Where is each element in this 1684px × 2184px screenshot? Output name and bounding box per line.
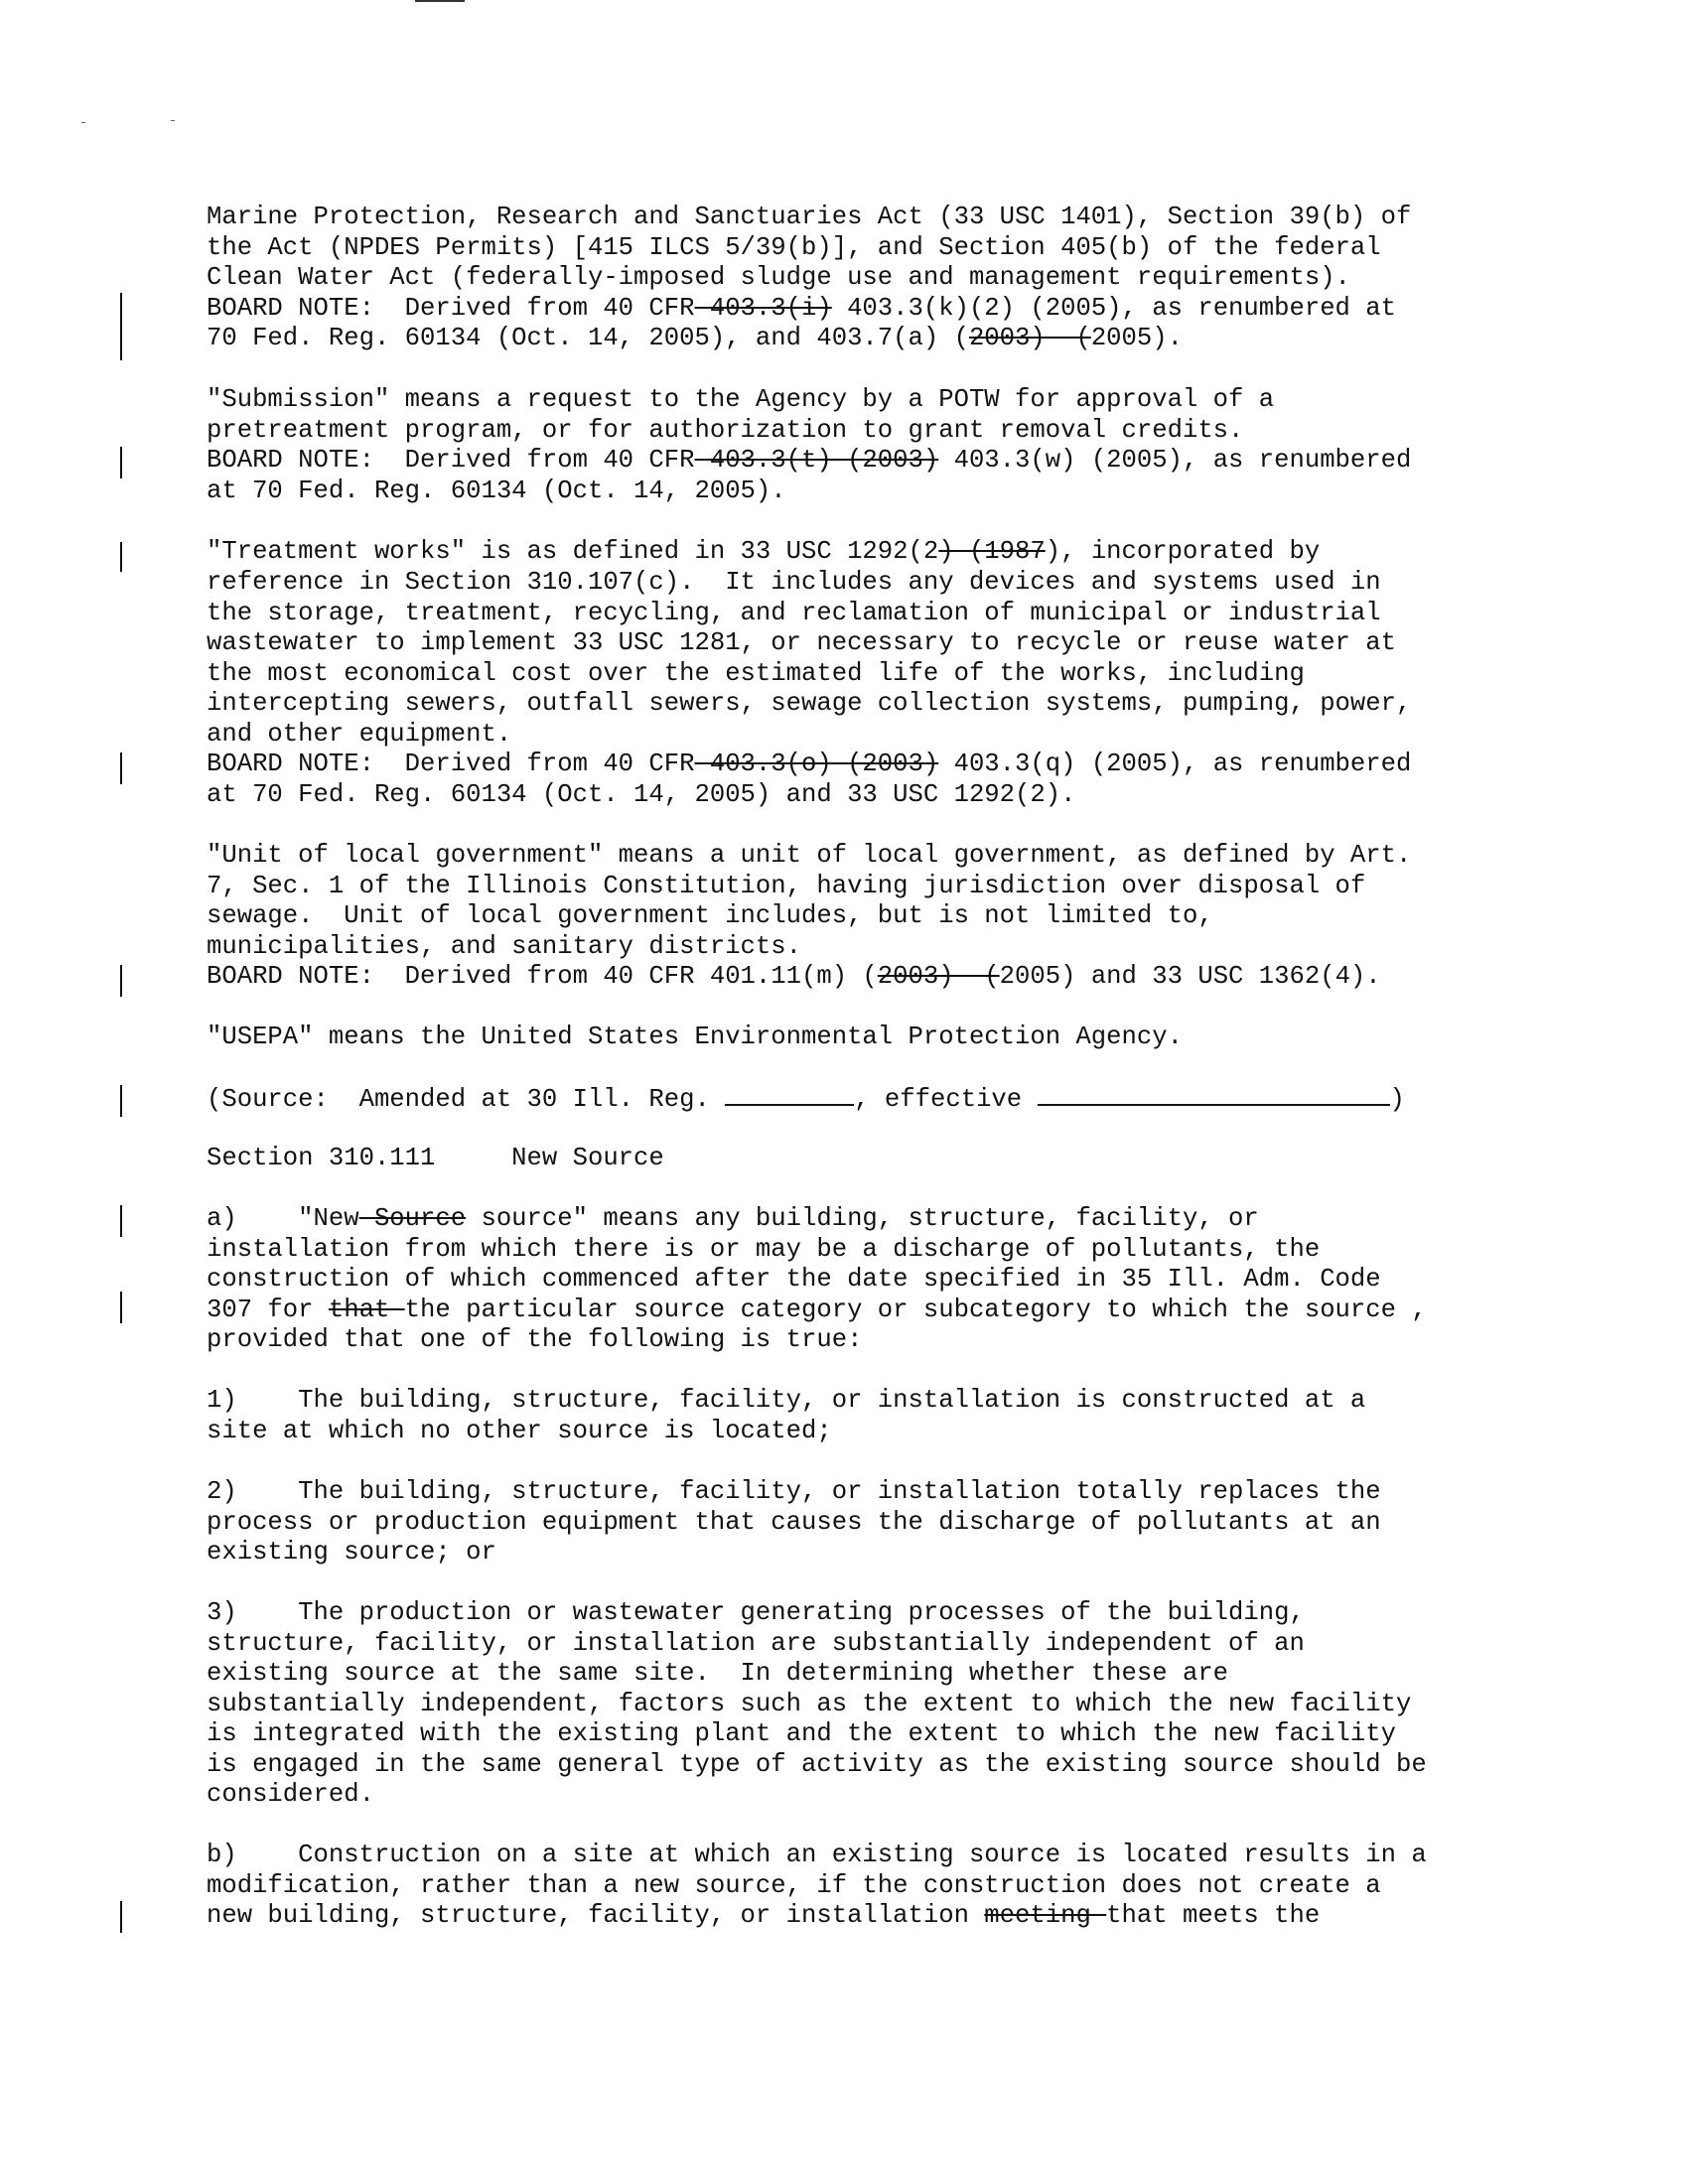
revision-bar [120, 542, 122, 572]
list-item: process or production equipment that causes the discharge of pollutants at an [207, 1508, 1381, 1537]
revision-bar [120, 447, 122, 478]
text-line: and other equipment. [207, 720, 512, 749]
deleted-text: that [328, 1296, 405, 1324]
text-line: construction of which commenced after the date specified in 35 Ill. Adm. Code [207, 1265, 1381, 1294]
list-item: 1) The building, structure, facility, or installation is constructed at a [207, 1386, 1366, 1415]
text-line: a) "New Source source" means any building, structure, facility, or [207, 1204, 1259, 1233]
text-line: Clean Water Act (federally-imposed sludge use and management requirements). [207, 263, 1350, 292]
text-line: the storage, treatment, recycling, and reclamation of municipal or industrial [207, 599, 1381, 627]
list-item: structure, facility, or installation are substantially independent of an [207, 1629, 1305, 1658]
revision-bar [120, 1085, 122, 1117]
section-heading: Section 310.111 New Source [207, 1144, 664, 1172]
deleted-text: 403.3(o) (2003) [694, 750, 939, 778]
text-line: reference in Section 310.107(c). It includes any devices and systems used in [207, 568, 1381, 597]
revision-bar [120, 1205, 122, 1237]
list-item: is engaged in the same general type of activity as the existing source should be [207, 1750, 1427, 1779]
text-line: "USEPA" means the United States Environmental Protection Agency. [207, 1023, 1183, 1051]
board-note: BOARD NOTE: Derived from 40 CFR 401.11(m) (2003) (2005) and 33 USC 1362(4). [207, 962, 1381, 991]
text-line: at 70 Fed. Reg. 60134 (Oct. 14, 2005). [207, 477, 786, 505]
text-line: installation from which there is or may be a discharge of pollutants, the [207, 1235, 1321, 1264]
board-note: BOARD NOTE: Derived from 40 CFR 403.3(o) (2003) 403.3(q) (2005), as renumbered [207, 750, 1412, 778]
text-line: pretreatment program, or for authorization to grant removal credits. [207, 416, 1244, 445]
board-note: BOARD NOTE: Derived from 40 CFR 403.3(i) 403.3(k)(2) (2005), as renumbered at [207, 294, 1396, 323]
deleted-text: 2003) ( [968, 324, 1091, 352]
text-line: b) Construction on a site at which an existing source is located results in a [207, 1841, 1427, 1869]
deleted-text: meeting [984, 1901, 1107, 1930]
list-item: existing source at the same site. In determining whether these are [207, 1659, 1229, 1688]
deleted-text: Source [358, 1204, 467, 1233]
deleted-text: 2003) ( [877, 962, 1000, 991]
list-item: considered. [207, 1780, 374, 1809]
deleted-text: 403.3(i) [694, 294, 832, 323]
revision-bar [120, 1901, 122, 1933]
text-line: 307 for that the particular source category or subcategory to which the source , [207, 1296, 1427, 1324]
text-line: the most economical cost over the estimated life of the works, including [207, 659, 1305, 688]
scan-speck [81, 122, 85, 123]
source-line: (Source: Amended at 30 Ill. Reg. , effective ) [207, 1082, 1405, 1115]
deleted-text: 403.3(t) (2003) [694, 446, 939, 475]
revision-bar [120, 1292, 122, 1323]
text-line: at 70 Fed. Reg. 60134 (Oct. 14, 2005) and 33 USC 1292(2). [207, 780, 1076, 809]
revision-bar [120, 965, 122, 997]
deleted-text: ) (1987 [938, 537, 1046, 566]
top-edge-mark [415, 0, 465, 2]
board-note: 70 Fed. Reg. 60134 (Oct. 14, 2005), and 403.7(a) (2003) (2005). [207, 324, 1183, 352]
list-item: 2) The building, structure, facility, or installation totally replaces the [207, 1477, 1381, 1506]
revision-bar [120, 752, 122, 784]
scan-speck [171, 120, 175, 121]
blank-field [1038, 1082, 1390, 1106]
text-line: modification, rather than a new source, if the construction does not create a [207, 1871, 1381, 1900]
list-item: 3) The production or wastewater generating processes of the building, [207, 1598, 1305, 1627]
text-line: municipalities, and sanitary districts. [207, 932, 801, 961]
text-line: "Unit of local government" means a unit of local government, as defined by Art. [207, 841, 1412, 870]
blank-field [725, 1082, 854, 1106]
text-line: 7, Sec. 1 of the Illinois Constitution, having jurisdiction over disposal of [207, 872, 1366, 900]
list-item: is integrated with the existing plant and the extent to which the new facility [207, 1719, 1396, 1748]
list-item: existing source; or [207, 1538, 496, 1567]
text-line: provided that one of the following is true: [207, 1325, 863, 1354]
text-line: Marine Protection, Research and Sanctuaries Act (33 USC 1401), Section 39(b) of [207, 203, 1412, 231]
text-line: wastewater to implement 33 USC 1281, or necessary to recycle or reuse water at [207, 628, 1396, 657]
text-line: intercepting sewers, outfall sewers, sewage collection systems, pumping, power, [207, 689, 1412, 718]
list-item: site at which no other source is located; [207, 1417, 832, 1445]
list-item: substantially independent, factors such as the extent to which the new facility [207, 1690, 1412, 1718]
text-line: "Submission" means a request to the Agency by a POTW for approval of a [207, 385, 1275, 414]
text-line: new building, structure, facility, or installation meeting that meets the [207, 1901, 1321, 1930]
board-note: BOARD NOTE: Derived from 40 CFR 403.3(t) (2003) 403.3(w) (2005), as renumbered [207, 446, 1412, 475]
text-line: sewage. Unit of local government includes, but is not limited to, [207, 901, 1213, 930]
text-line: "Treatment works" is as defined in 33 USC 1292(2) (1987), incorporated by [207, 537, 1321, 566]
text-line: the Act (NPDES Permits) [415 ILCS 5/39(b)], and Section 405(b) of the federal [207, 233, 1381, 262]
revision-bar [120, 293, 122, 360]
